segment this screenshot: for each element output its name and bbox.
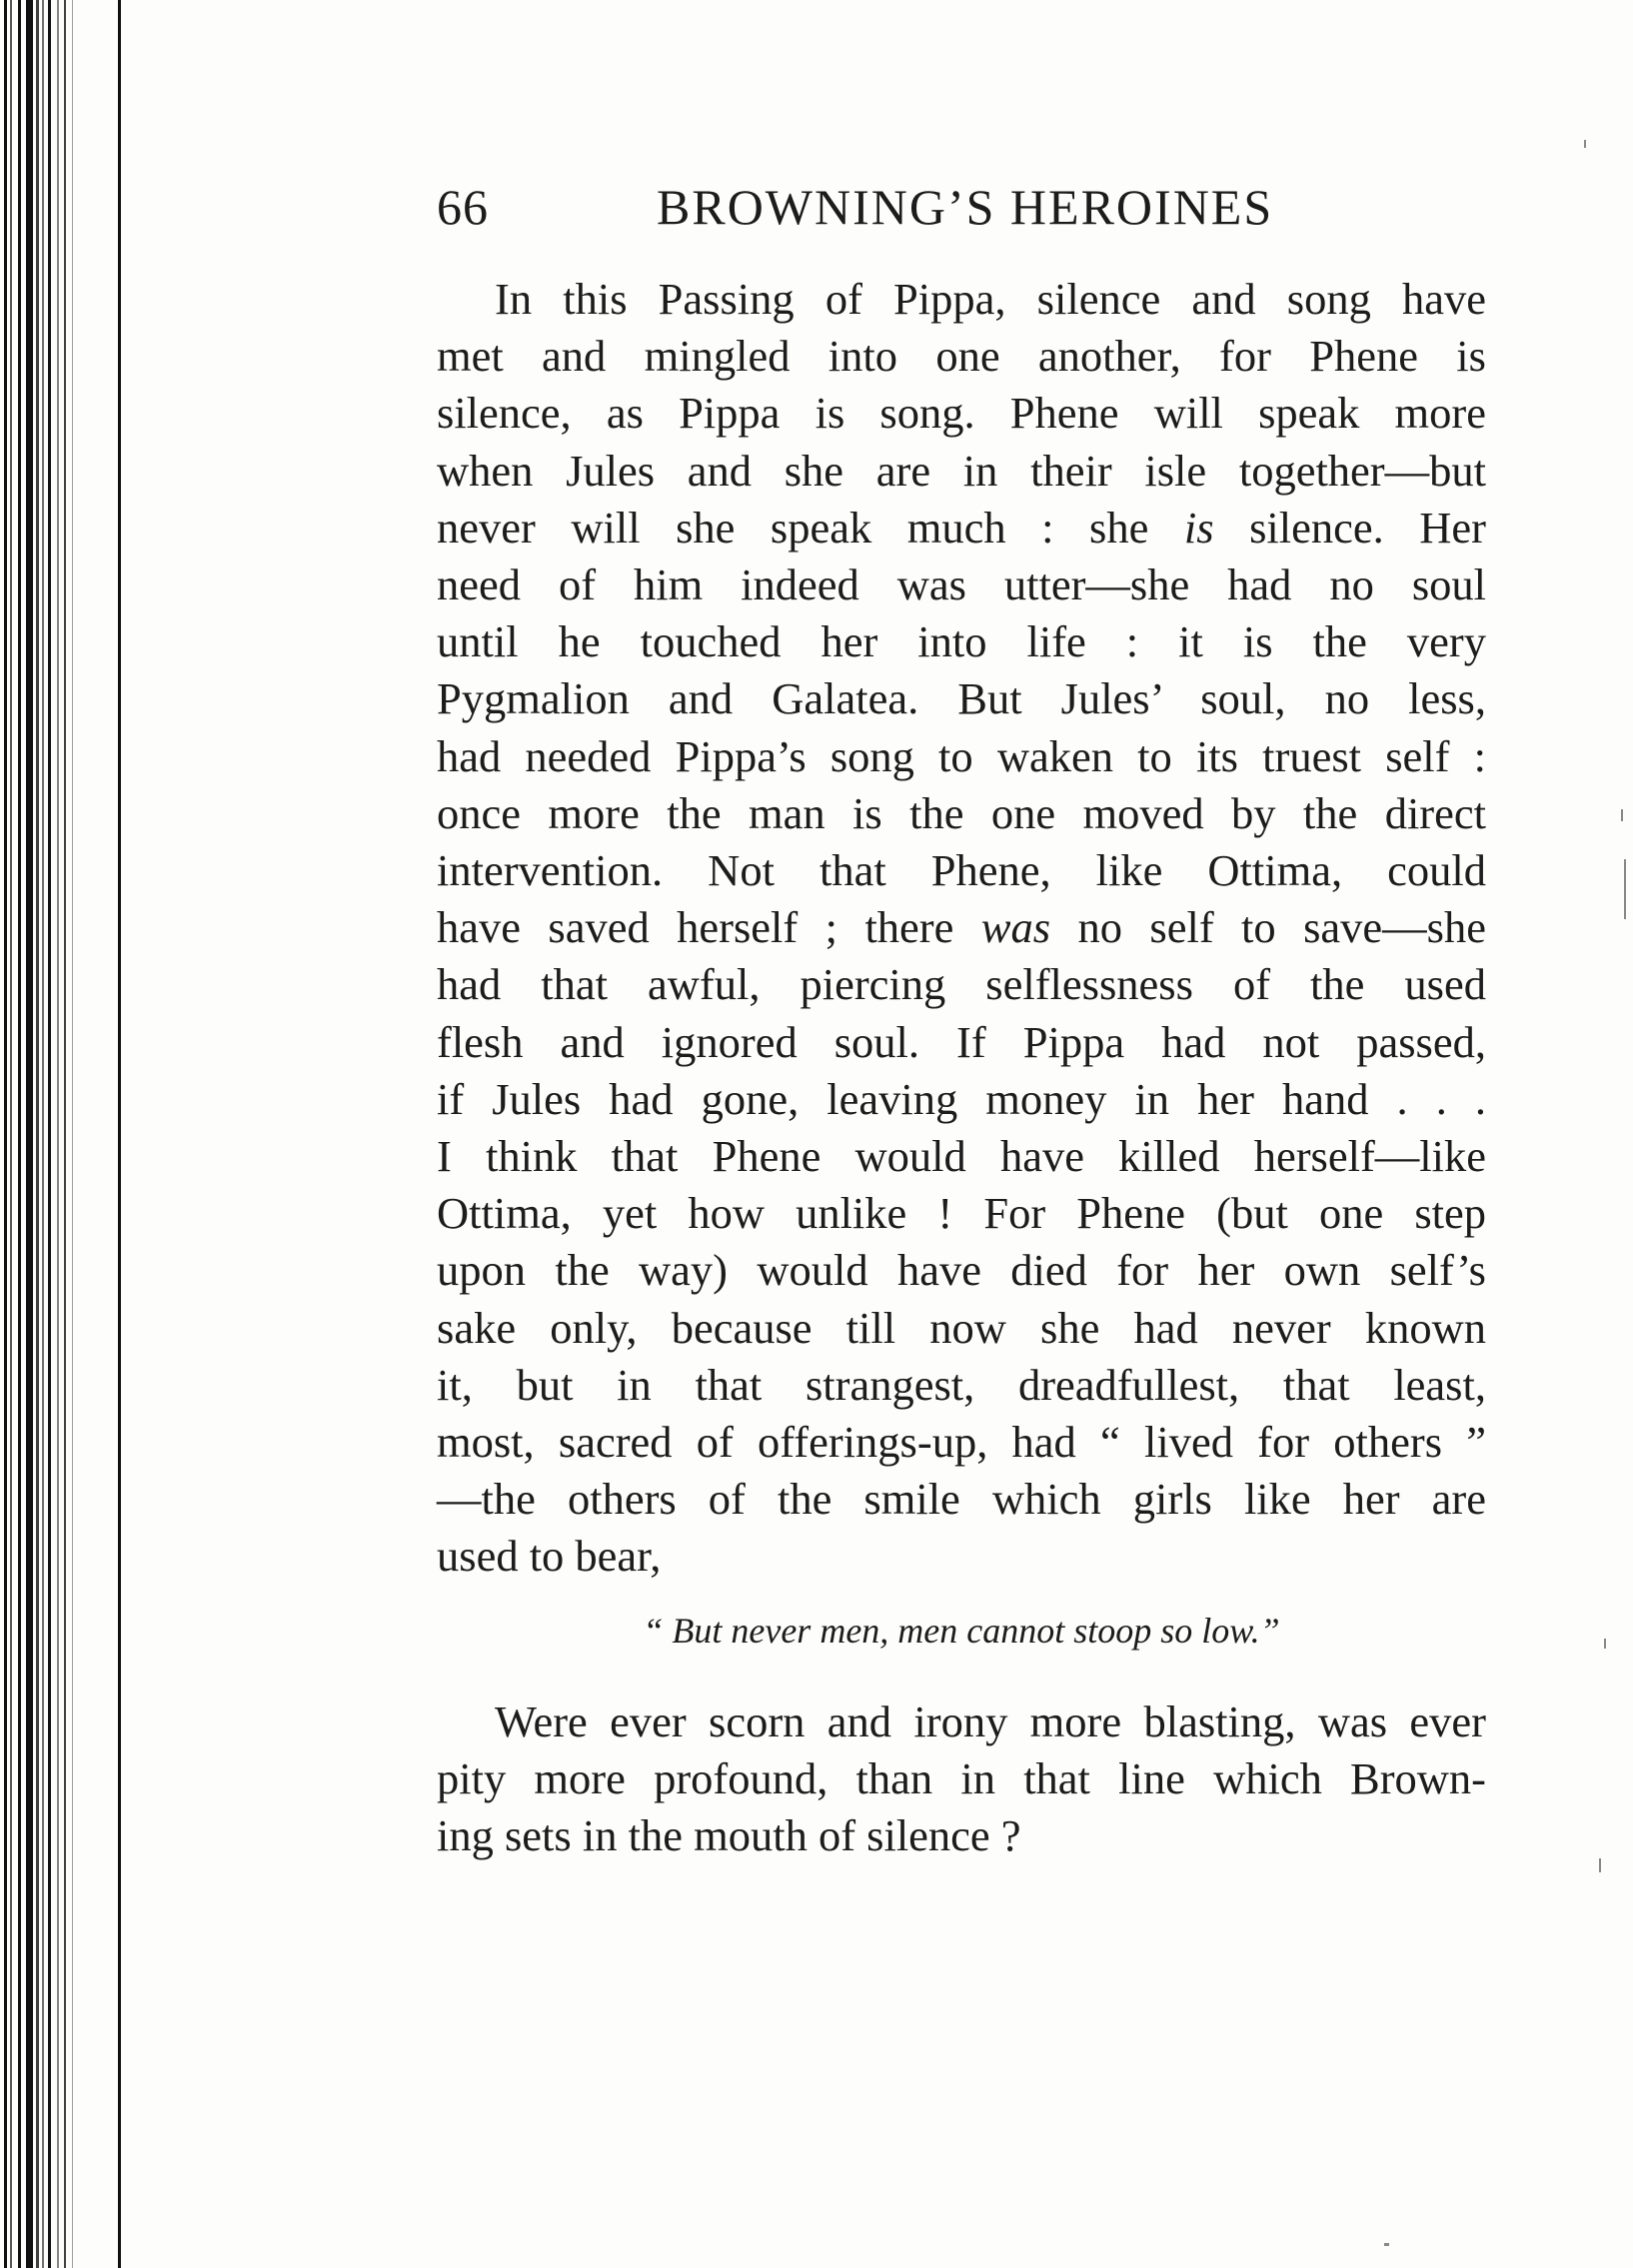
text-line: had that awful, piercing selflessness of the used bbox=[437, 959, 1486, 1010]
text-line: need of him indeed was utter—she had no soul bbox=[437, 560, 1486, 609]
text-line: it, but in that strangest, dreadfullest, that least, bbox=[437, 1359, 1486, 1410]
text-line: Ottima, yet how unlike ! For Phene (but one step bbox=[437, 1188, 1486, 1239]
text-line: ing sets in the mouth of silence ? bbox=[437, 1810, 1021, 1861]
book-spine-edge bbox=[0, 0, 124, 2268]
page-number: 66 bbox=[437, 179, 489, 235]
text-line: when Jules and she are in their isle together—but bbox=[437, 445, 1486, 496]
text-line: have saved herself ; there was no self to save—she bbox=[437, 902, 1486, 953]
text-line: until he touched her into life : it is the very bbox=[437, 616, 1486, 667]
text-line: flesh and ignored soul. If Pippa had not passed, bbox=[437, 1016, 1486, 1067]
text-line: used to bear, bbox=[437, 1531, 662, 1582]
text-line: never will she speak much : she is silence. Her bbox=[437, 502, 1486, 553]
print-speck bbox=[1621, 809, 1623, 821]
print-speck bbox=[1624, 859, 1626, 919]
text-line: met and mingled into one another, for Phene is bbox=[437, 331, 1486, 382]
print-speck bbox=[1384, 2243, 1389, 2246]
text-line: once more the man is the one moved by the direct bbox=[437, 787, 1486, 838]
print-speck bbox=[1599, 1858, 1601, 1872]
running-title: BROWNING’S HEROINES bbox=[657, 179, 1274, 235]
emphasis: is bbox=[1183, 502, 1214, 553]
text-line: upon the way) would have died for her own self’s bbox=[437, 1245, 1486, 1296]
text-line: Pygmalion and Galatea. But Jules’ soul, no less, bbox=[437, 673, 1486, 724]
text-line: if Jules had gone, leaving money in her hand . . . bbox=[437, 1073, 1486, 1124]
text-line: I think that Phene would have killed herself—like bbox=[437, 1131, 1486, 1181]
text-line: —the others of the smile which girls like her are bbox=[437, 1474, 1486, 1525]
text-line: had needed Pippa’s song to waken to its truest self : bbox=[437, 730, 1486, 781]
text-line: sake only, because till now she had never known bbox=[437, 1302, 1486, 1353]
quotation-line: “ But never men, men cannot stoop so low.” bbox=[643, 1611, 1280, 1651]
print-speck bbox=[1584, 140, 1586, 148]
text-line: pity more profound, than in that line which Brown- bbox=[437, 1753, 1486, 1804]
running-header bbox=[437, 172, 1486, 242]
text-line: most, sacred of offerings-up, had “ lived for others ” bbox=[437, 1417, 1486, 1467]
text-line: intervention. Not that Phene, like Ottima, could bbox=[437, 845, 1486, 895]
text-line: In this Passing of Pippa, silence and song have bbox=[495, 274, 1486, 324]
emphasis: was bbox=[980, 902, 1051, 953]
text-line: Were ever scorn and irony more blasting, was ever bbox=[495, 1697, 1486, 1746]
text-line: silence, as Pippa is song. Phene will speak more bbox=[437, 388, 1486, 439]
print-speck bbox=[1604, 1639, 1606, 1649]
